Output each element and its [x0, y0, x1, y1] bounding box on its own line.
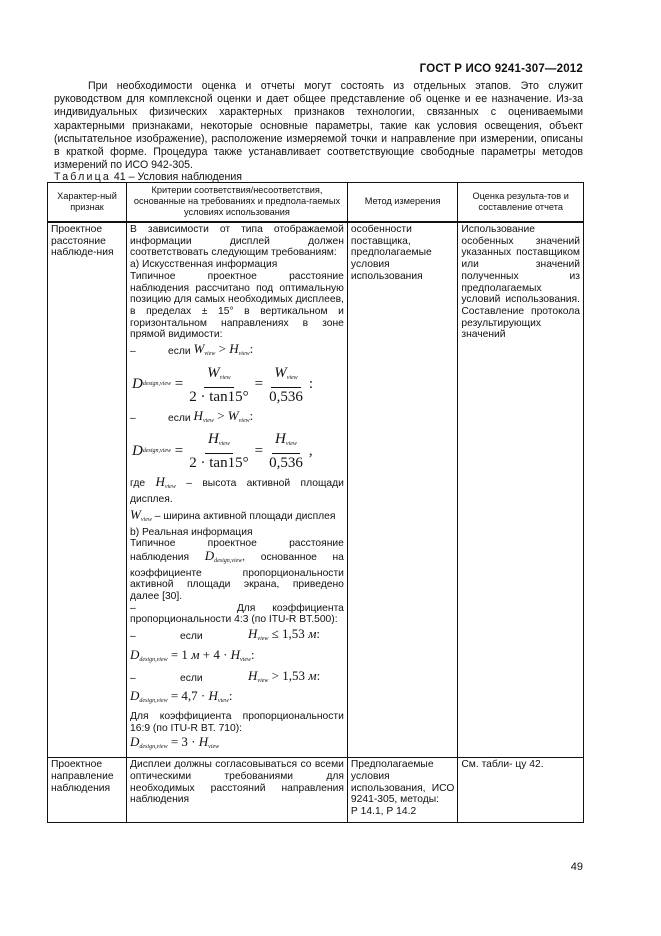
row1-evaluation: Использование особенных значений указанных поставщиком или значений полученных из предполагаемых условий использования. Составление протокола результирующих значений: [458, 222, 584, 758]
condition-h-gt-w: [130, 407, 344, 428]
sub-design-view: design,view: [142, 381, 172, 388]
sub-view: view: [204, 351, 216, 358]
var-h: H: [275, 431, 286, 448]
var-h: H: [248, 626, 258, 642]
var-h: H: [193, 407, 203, 423]
tan-denominator: 2 · tan15°: [189, 455, 249, 472]
var-w: W: [193, 341, 205, 357]
colon: :: [251, 646, 255, 662]
var-h: H: [198, 734, 209, 750]
var-d: D: [204, 547, 215, 563]
fraction-2: [266, 365, 306, 406]
colon: :: [228, 688, 233, 704]
formula-43-a: [130, 646, 344, 667]
f2: = 4,7 ·: [170, 688, 206, 704]
dash: –: [130, 672, 136, 684]
var-h: H: [229, 341, 239, 357]
sub-view: view: [286, 374, 298, 381]
fraction-4: [266, 431, 306, 472]
if-word: если: [168, 412, 191, 424]
gt153-value: > 1,53: [271, 667, 306, 683]
row1-feature: Проектное расстояние наблюде-ния: [48, 222, 127, 758]
eq-sign: =: [174, 376, 184, 393]
f1: = 1: [170, 646, 188, 662]
math-cond1: [194, 343, 254, 361]
colon: :: [308, 376, 313, 393]
criteria-b-title: b) Реальная информация: [130, 526, 253, 538]
condition-gt-153: [130, 667, 344, 688]
sub-view: view: [140, 516, 152, 523]
ratio-43-line: [130, 603, 344, 626]
sub-design-view: design,view: [139, 656, 168, 663]
sub-design-view: design,view: [139, 744, 168, 751]
sub-view: view: [218, 441, 230, 448]
var-w: W: [130, 506, 141, 522]
var-d: D: [132, 443, 143, 460]
dash: –: [130, 602, 136, 614]
colon: :: [316, 667, 321, 683]
row2-method-refs: Р 14.1, Р 14.2: [350, 805, 417, 817]
standard-header: ГОСТ Р ИСО 9241-307—2012: [419, 63, 583, 75]
fraction-1: [186, 365, 251, 406]
tan-denominator: 2 · tan15°: [189, 388, 249, 405]
b-text-part2: , основанное на коэффициенте пропорциональности активной площади экрана, приведено далее [30].: [130, 551, 344, 603]
table-header-row: [48, 183, 584, 223]
fraction-3: [186, 431, 251, 472]
const-denominator: 0,536: [269, 388, 303, 405]
sub-view: view: [208, 744, 220, 751]
row2-feature: Проектное направление наблюдения: [48, 758, 127, 823]
ratio-169-text: Для коэффициента пропорциональности 16:9 (по ITU-R BT. 710):: [130, 710, 344, 734]
formula-1: [132, 365, 344, 406]
var-w: W: [274, 364, 287, 381]
criteria-a-title: а) Искусственная информация: [130, 259, 278, 271]
ratio-43-text: Для коэффициента пропорциональности 4:3 (по ITU-R BT.500):: [130, 602, 344, 626]
condition-le-153: [130, 628, 344, 646]
eq-sign: =: [174, 443, 184, 460]
condition-w-gt-h: [130, 343, 344, 361]
sub-view: view: [257, 636, 269, 643]
header-criteria: Критерии соответствия/несоответствия, основанные на требованиях и предпола-гаемых условиях использования: [127, 183, 348, 223]
row2-evaluation: См. табли- цу 42.: [458, 758, 584, 823]
row1-method: особенности поставщика, предполагаемые условия использования: [347, 222, 457, 758]
var-h: H: [208, 688, 218, 704]
row2-method: [347, 758, 457, 823]
gt-sign: >: [218, 341, 226, 357]
header-evaluation: Оценка результа-тов и составление отчета: [458, 183, 584, 223]
caption-title: – Условия наблюдения: [128, 171, 243, 183]
var-w: W: [227, 407, 239, 423]
eq-sign: =: [254, 376, 264, 393]
f3: = 3 ·: [170, 734, 196, 750]
where-h-line: [130, 476, 344, 505]
criteria-intro: В зависимости от типа отображаемой информации дисплей должен соответствовать следующим требованиям:: [130, 224, 344, 259]
table-row: [48, 222, 584, 758]
h-description: – высота активной площади дисплея.: [130, 478, 344, 506]
page-number: 49: [570, 861, 583, 873]
sub-view: view: [164, 484, 176, 491]
viewing-conditions-table: [47, 182, 584, 823]
formula-169: [130, 736, 344, 754]
var-w: W: [207, 364, 220, 381]
colon: :: [249, 407, 254, 423]
row2-criteria: Дисплеи должны согласовываться со всеми оптическими требованиями для необходимых расстояний направления наблюдения: [127, 758, 348, 823]
if-word: если: [168, 346, 191, 358]
row1-criteria: [127, 222, 348, 758]
sub-view: view: [202, 417, 214, 424]
caption-label: Таблица: [54, 171, 111, 183]
var-h: H: [248, 667, 258, 683]
w-description: – ширина активной площади дисплея: [154, 510, 336, 522]
sub-design-view: design,view: [214, 557, 243, 564]
intro-text: При необходимости оценка и отчеты могут состоять из отдельных этапов. Это служит руководством для комплексной оценки и дает общее представление об оценке и ее назначение. Из-за индивидуальных физических характерных признаков технологии, связанных с оцениваемыми характерными признаками, некоторые основные параметры, такие как условия освещения, объект (испытательное изображение), расположение измеряемой точки и направление при измерении, описаны в краткой форме. Процедура также устанавливает соответствующие свободные параметры методов измерений по ИСО 942-305.: [54, 80, 583, 172]
dash: –: [130, 631, 136, 643]
gt-sign: >: [217, 407, 225, 423]
var-h: H: [208, 431, 219, 448]
where-word: где: [130, 478, 146, 490]
comma: ,: [308, 443, 313, 460]
le-value: ≤ 1,53: [271, 626, 305, 642]
table-row: [48, 758, 584, 823]
b-text-part1: Типичное проектное расстояние наблюдения: [130, 538, 344, 563]
unit-m: м: [308, 626, 317, 642]
caption-number: 41: [113, 171, 126, 183]
var-d: D: [132, 376, 143, 393]
const-denominator: 0,536: [269, 455, 303, 472]
sub-view: view: [285, 441, 297, 448]
eq-sign: =: [254, 443, 264, 460]
dash: –: [130, 412, 136, 424]
var-d: D: [130, 646, 140, 662]
plus4: + 4 ·: [202, 646, 228, 662]
if-word: если: [180, 672, 203, 684]
var-d: D: [130, 734, 140, 750]
sub-view: view: [257, 677, 269, 684]
criteria-b-text: [130, 538, 344, 603]
sub-design-view: design,view: [139, 698, 168, 705]
colon: :: [249, 341, 254, 357]
sub-view: view: [217, 698, 229, 705]
sub-view: view: [240, 656, 252, 663]
formula-2: [132, 431, 344, 472]
where-w-line: [130, 506, 344, 527]
dash: –: [130, 346, 136, 358]
sub-view: view: [238, 417, 250, 424]
header-method: Метод измерения: [347, 183, 457, 223]
sub-view: view: [219, 374, 231, 381]
formula-43-b: [130, 690, 344, 708]
var-h: H: [230, 646, 241, 662]
sub-view: view: [238, 351, 250, 358]
header-feature: Характер-ный признак: [48, 183, 127, 223]
row2-method-text: Предполагаемые условия использования, ИСО 9241-305, методы:: [350, 759, 455, 806]
var-h: H: [155, 474, 165, 490]
unit-m: м: [191, 646, 200, 662]
intro-paragraph: [54, 80, 583, 172]
unit-m: м: [308, 667, 317, 683]
colon: :: [316, 626, 320, 642]
math-cond2: [193, 407, 254, 428]
var-d: D: [130, 688, 140, 704]
if-word: если: [180, 631, 203, 643]
criteria-a-text: Типичное проектное расстояние наблюдения рассчитано под оптимальную позицию для самых необходимых дисплеев, в пределах ± 15° в вертикальном и горизонтальном направлениях в зоне прямой видимости:: [130, 270, 344, 341]
sub-design-view: design,view: [142, 448, 172, 455]
